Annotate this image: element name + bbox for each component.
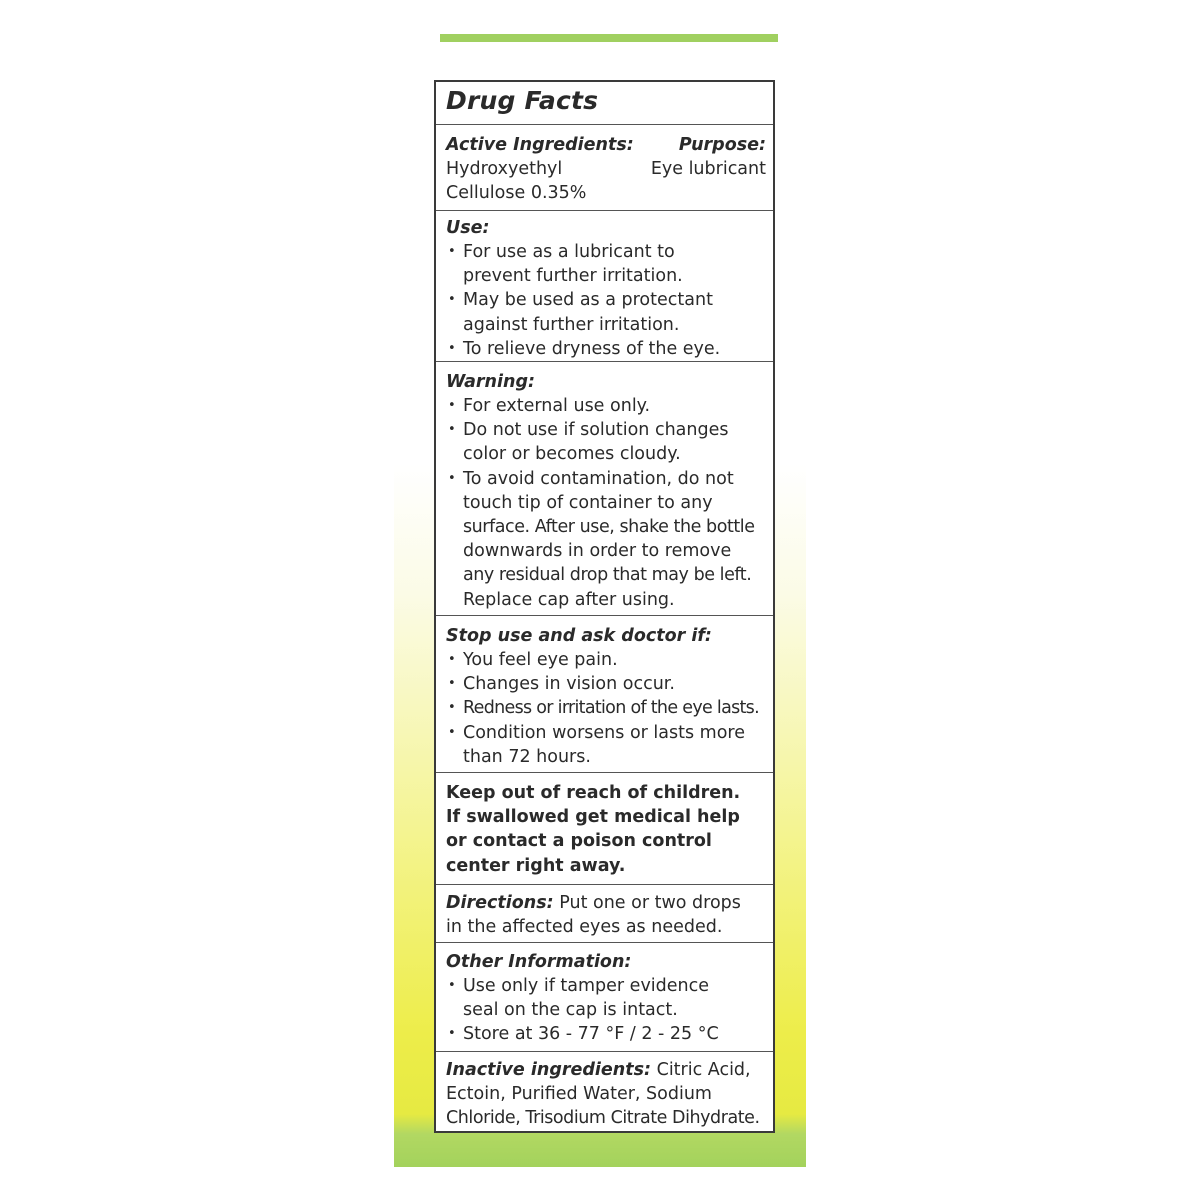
directions-text-line2: in the affected eyes as needed. [446,917,723,938]
warning-item: • For external use only. [446,394,766,418]
stop-use-list [446,648,766,769]
purpose-text: Eye lubricant [650,159,766,179]
inactive-ingredients-text: Citric Acid, [656,1060,751,1080]
drug-facts-title: Drug Facts [446,86,599,115]
use-item: • For use as a lubricant to prevent further irritation. [446,240,766,288]
warning-heading: Warning: [446,372,535,392]
keep-out-line: Keep out of reach of children. [446,783,741,803]
warning-list [446,394,766,612]
keep-out-line: or contact a poison control [446,831,712,852]
directions-heading: Directions: [446,893,554,913]
inactive-ingredients-line2: Ectoin, Purified Water, Sodium [446,1084,712,1105]
active-ingredients-section [436,125,773,211]
active-ingredient-line1: Hydroxyethyl [446,159,563,179]
stop-use-item: • Condition worsens or lasts more than 72 hours. [446,721,766,769]
use-item: • To relieve dryness of the eye. [446,337,766,361]
drug-facts-title-section [436,82,773,125]
keep-out-line: center right away. [446,855,626,876]
use-section [436,211,773,362]
stop-use-heading: Stop use and ask doctor if: [446,626,712,646]
warning-section [436,362,773,616]
other-information-item: • Use only if tamper evidence seal on the cap is intact. [446,974,766,1022]
other-information-item: • Store at 36 - 77 °F / 2 - 25 °C [446,1022,766,1046]
purpose-heading: Purpose: [678,135,766,155]
keep-out-section [436,773,773,885]
inactive-ingredients-section [436,1052,773,1132]
drug-facts-panel [434,80,775,1133]
use-heading: Use: [446,218,490,238]
stop-use-item: • Redness or irritation of the eye lasts. [446,696,766,720]
directions-text: Put one or two drops [559,893,741,913]
stop-use-section [436,616,773,773]
stop-use-item: • You feel eye pain. [446,648,766,672]
stop-use-item: • Changes in vision occur. [446,672,766,696]
other-information-heading: Other Information: [446,952,632,972]
other-information-section [436,943,773,1052]
inactive-ingredients-line3: Chloride, Trisodium Citrate Dihydrate. [446,1108,760,1129]
warning-item: • To avoid contamination, do not touch tip of container to any surface. After use, shake the bottle downwards in order to remove any residual drop that may be left. Replace cap after using. [446,467,766,612]
top-green-bar [440,34,778,42]
active-ingredients-heading: Active Ingredients: [446,135,634,155]
active-ingredient-line2: Cellulose 0.35% [446,183,587,204]
use-item: • May be used as a protectant against further irritation. [446,288,766,336]
warning-item: • Do not use if solution changes color or becomes cloudy. [446,418,766,466]
keep-out-line: If swallowed get medical help [446,807,740,828]
directions-section [436,885,773,943]
other-information-list [446,974,766,1047]
use-list [446,240,766,361]
inactive-ingredients-heading: Inactive ingredients: [446,1060,652,1080]
